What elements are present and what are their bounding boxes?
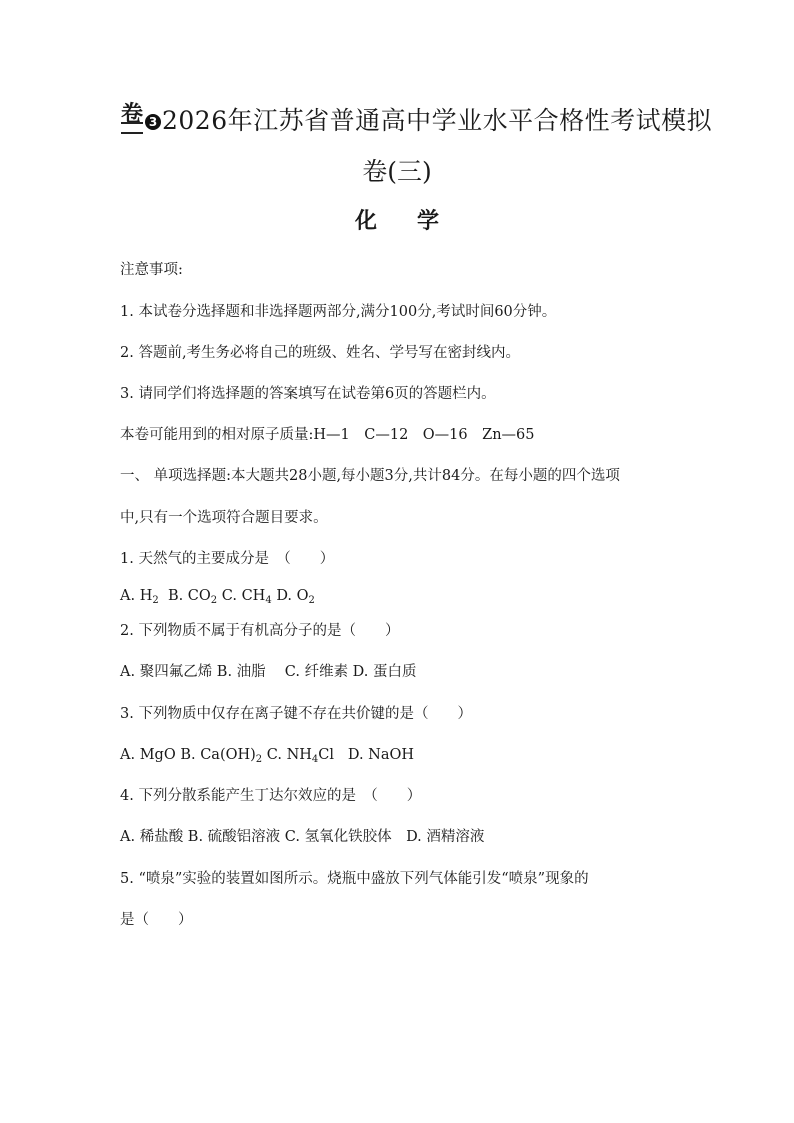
q3-option-b: B. $Ca(OH)_2$ [180, 747, 263, 765]
question-5-stem: 5. “喷泉”实验的装置如图所示。烧瓶中盛放下列气体能引发“喷泉”现象的 [120, 871, 589, 887]
q3-option-d: D. NaOH [347, 747, 415, 763]
question-1-stem: 1. 天然气的主要成分是 （ ） [120, 551, 335, 567]
notice-item-2: 2. 答题前,考生务必将自己的班级、姓名、学号写在密封线内。 [120, 345, 521, 361]
title-row [118, 96, 713, 146]
q3-option-c: C. $NH_4Cl$ [266, 747, 335, 765]
question-5-stem-continued: 是（ ） [120, 912, 193, 928]
question-2-options: A. 聚四氟乙烯 B. 油脂 C. 纤维素 D. 蛋白质 [120, 664, 417, 680]
page-title-continued: 卷(三) [362, 157, 432, 186]
page-title: 2026年江苏省普通高中学业水平合格性考试模拟 [162, 106, 713, 135]
notice-heading: 注意事项: [120, 262, 183, 278]
q1-option-b: B. $CO_2$ [167, 588, 218, 606]
q1-option-d: D. $O_2$ [276, 588, 315, 606]
question-3-options [120, 745, 414, 765]
question-1-options [120, 586, 315, 606]
badge-lines [121, 122, 143, 134]
section-heading-continued: 中,只有一个选项符合题目要求。 [120, 510, 328, 526]
question-4-stem: 4. 下列分散系能产生丁达尔效应的是 （ ） [120, 788, 422, 804]
question-3-stem: 3. 下列物质中仅存在离子键不存在共价键的是（ ） [120, 706, 472, 722]
subject-title: 化学 [354, 208, 479, 234]
section-heading: 一、 单项选择题:本大题共28小题,每小题3分,共计84分。在每小题的四个选项 [120, 468, 620, 484]
notice-item-1: 1. 本试卷分选择题和非选择题两部分,满分100分,考试时间60分钟。 [120, 304, 557, 320]
question-4-options: A. 稀盐酸 B. 硫酸铝溶液 C. 氢氧化铁胶体 D. 酒精溶液 [120, 829, 485, 845]
q3-option-a: A. MgO [120, 747, 176, 763]
q1-option-a: A. $H_2$ [120, 588, 159, 606]
badge-character: 卷 [121, 101, 144, 127]
notice-item-3: 3. 请同学们将选择题的答案填写在试卷第6页的答题栏内。 [120, 386, 496, 402]
atomic-mass-note: 本卷可能用到的相对原子质量:H—1 C—12 O—16 Zn—65 [120, 427, 535, 443]
badge-number: 3 [145, 114, 161, 130]
paper-badge-icon [118, 100, 162, 134]
q1-option-c: C. $CH_4$ [221, 588, 272, 606]
question-2-stem: 2. 下列物质不属于有机高分子的是（ ） [120, 623, 400, 639]
